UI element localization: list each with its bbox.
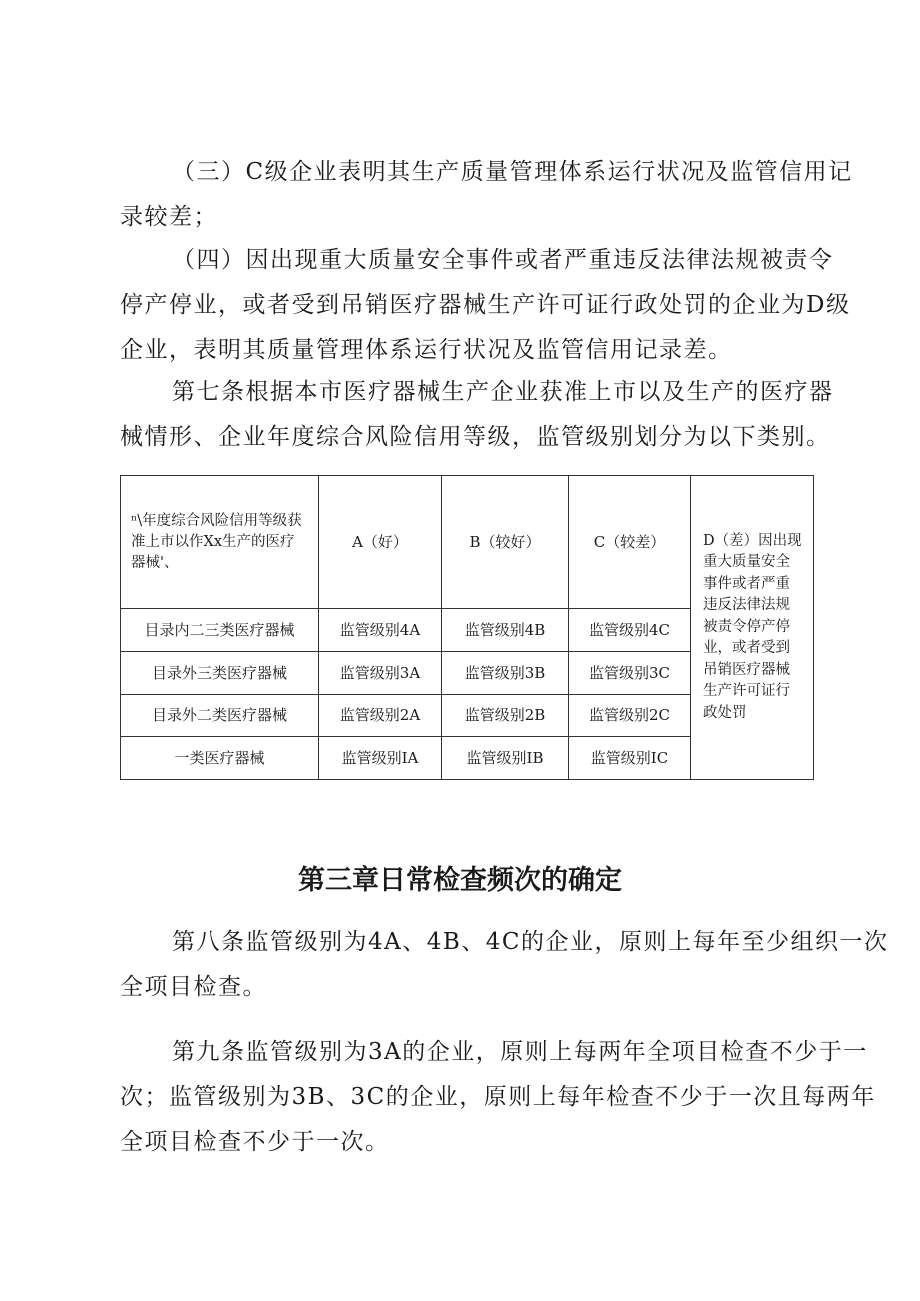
cell-level-c: 监管级别2C: [569, 695, 691, 737]
paragraph-line: （四）因出现重大质量安全事件或者严重违反法律法规被责令: [172, 247, 834, 273]
row-category: 一类医疗器械: [121, 737, 319, 780]
paragraph-line: 录较差；: [120, 204, 218, 230]
paragraph-line: 第九条监管级别为3A的企业，原则上每两年全项目检查不少于一: [172, 1039, 868, 1065]
cell-level-b: 监管级别3B: [442, 652, 569, 695]
cell-level-a: 监管级别3A: [319, 652, 442, 695]
table-header-row: [121, 476, 814, 609]
header-grade-b: B（较好）: [442, 476, 569, 609]
paragraph-line: 第八条监管级别为4A、4B、4C的企业，原则上每年至少组织一次: [172, 929, 889, 955]
cell-level-a: 监管级别2A: [319, 695, 442, 737]
supervision-level-table: [120, 475, 814, 780]
cell-level-a: 监管级别4A: [319, 609, 442, 652]
paragraph-grade-d: [120, 238, 851, 373]
header-grade-a: A（好）: [319, 476, 442, 609]
article-8: [120, 920, 889, 1010]
paragraph-grade-c: [120, 150, 853, 240]
paragraph-line: 次；监管级别为3B、3C的企业，原则上每年检查不少于一次且每两年: [120, 1084, 876, 1110]
corner-header-cell: ⁿ\年度综合风险信用等级获准上市以作Xx生产的医疗器械'、: [121, 476, 319, 609]
header-grade-d: D（差）因出现重大质量安全事件或者严重违反法律法规被责令停产停业，或者受到吊销医疗器械生产许可证行政处罚: [691, 476, 814, 780]
row-category: 目录内二三类医疗器械: [121, 609, 319, 652]
row-category: 目录外二类医疗器械: [121, 695, 319, 737]
cell-level-b: 监管级别2B: [442, 695, 569, 737]
paragraph-line: 械情形、企业年度综合风险信用等级，监管级别划分为以下类别。: [120, 424, 831, 450]
article-7: [120, 370, 834, 460]
cell-level-b: 监管级别4B: [442, 609, 569, 652]
paragraph-line: （三）C级企业表明其生产质量管理体系运行状况及监管信用记: [172, 159, 853, 185]
cell-level-c: 监管级别4C: [569, 609, 691, 652]
paragraph-line: 全项目检查。: [120, 974, 267, 1000]
paragraph-line: 第七条根据本市医疗器械生产企业获准上市以及生产的医疗器: [172, 379, 834, 405]
paragraph-line: 停产停业，或者受到吊销医疗器械生产许可证行政处罚的企业为D级: [120, 292, 851, 318]
cell-level-b: 监管级别IB: [442, 737, 569, 780]
header-grade-c: C（较差）: [569, 476, 691, 609]
cell-level-c: 监管级别3C: [569, 652, 691, 695]
article-9: [120, 1030, 876, 1165]
paragraph-line: 企业，表明其质量管理体系运行状况及监管信用记录差。: [120, 337, 733, 363]
row-category: 目录外三类医疗器械: [121, 652, 319, 695]
cell-level-a: 监管级别IA: [319, 737, 442, 780]
cell-level-c: 监管级别IC: [569, 737, 691, 780]
paragraph-line: 全项目检查不少于一次。: [120, 1129, 390, 1155]
chapter-title: 第三章日常检查频次的确定: [298, 865, 622, 896]
